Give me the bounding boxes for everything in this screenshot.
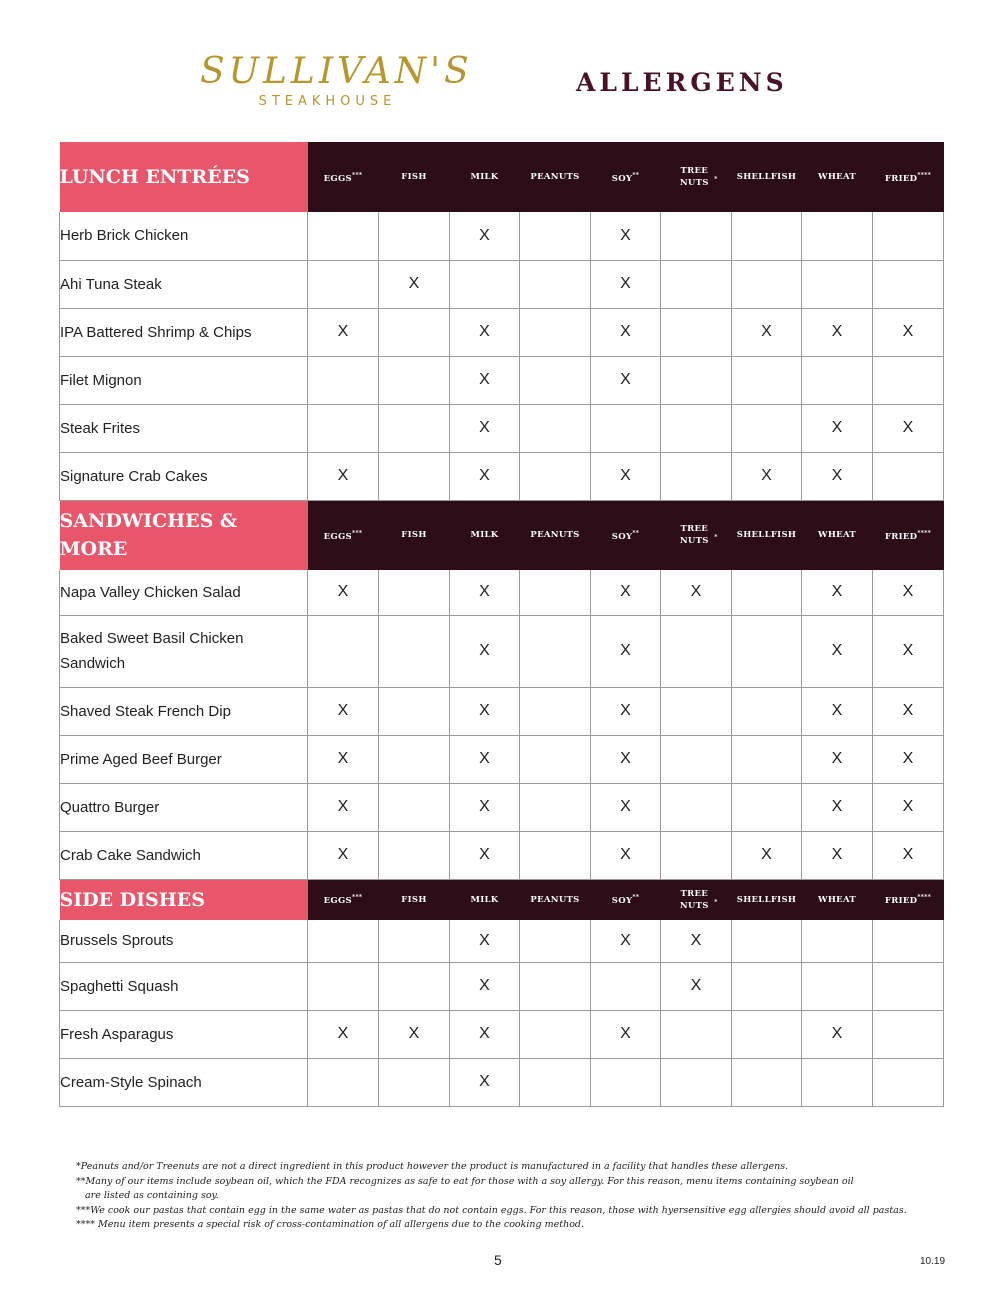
allergen-column-header bbox=[661, 879, 732, 920]
allergen-column-header bbox=[732, 142, 802, 212]
allergen-cell bbox=[308, 962, 379, 1010]
allergen-cell bbox=[661, 615, 732, 687]
footnote-marker: * bbox=[714, 176, 718, 184]
allergen-cell: X bbox=[450, 735, 520, 783]
allergen-cell bbox=[661, 1058, 732, 1106]
allergen-cell bbox=[732, 1010, 802, 1058]
allergen-cell bbox=[379, 687, 450, 735]
allergen-cell bbox=[802, 962, 873, 1010]
menu-item-name: Crab Cake Sandwich bbox=[60, 831, 308, 879]
footnote-marker: **** bbox=[917, 171, 932, 179]
allergen-cell: X bbox=[802, 1010, 873, 1058]
allergen-cell bbox=[873, 1010, 944, 1058]
allergen-cell: X bbox=[450, 1010, 520, 1058]
allergen-cell: X bbox=[450, 783, 520, 831]
allergen-cell: X bbox=[450, 404, 520, 452]
allergen-cell: X bbox=[308, 735, 379, 783]
allergen-cell bbox=[873, 1058, 944, 1106]
allergen-column-header bbox=[308, 142, 379, 212]
footnote-marker: * bbox=[714, 534, 718, 542]
allergen-cell bbox=[661, 735, 732, 783]
allergen-cell bbox=[520, 831, 591, 879]
allergen-label: TREE NUTS bbox=[679, 166, 709, 188]
allergen-label: FISH bbox=[401, 172, 427, 182]
allergen-label: SOY bbox=[611, 173, 633, 184]
allergen-cell: X bbox=[591, 920, 661, 962]
table-row bbox=[60, 452, 944, 500]
allergen-label: WHEAT bbox=[817, 894, 856, 905]
allergen-cell bbox=[379, 1058, 450, 1106]
allergen-cell bbox=[802, 1058, 873, 1106]
allergen-cell: X bbox=[450, 831, 520, 879]
page-title: ALLERGENS bbox=[576, 68, 788, 97]
allergen-cell bbox=[450, 260, 520, 308]
allergen-column-header bbox=[308, 879, 379, 920]
allergen-cell bbox=[661, 452, 732, 500]
allergen-cell: X bbox=[661, 570, 732, 615]
allergen-cell bbox=[520, 404, 591, 452]
allergen-column-header bbox=[520, 500, 591, 570]
allergen-cell: X bbox=[802, 783, 873, 831]
allergen-cell: X bbox=[591, 452, 661, 500]
allergen-label: FISH bbox=[401, 530, 427, 541]
allergen-cell: X bbox=[873, 404, 944, 452]
allergen-cell bbox=[379, 452, 450, 500]
table-row bbox=[60, 920, 944, 962]
allergen-cell bbox=[520, 1058, 591, 1106]
footnote-marker: **** bbox=[917, 529, 932, 537]
allergen-cell bbox=[379, 615, 450, 687]
allergen-label: TREE NUTS bbox=[679, 524, 709, 547]
allergen-cell bbox=[661, 1010, 732, 1058]
allergen-cell bbox=[661, 212, 732, 260]
allergen-cell: X bbox=[802, 308, 873, 356]
table-row bbox=[60, 687, 944, 735]
allergen-label: PEANUTS bbox=[530, 172, 580, 182]
allergen-column-header bbox=[873, 500, 944, 570]
allergen-cell bbox=[308, 920, 379, 962]
allergen-column-header bbox=[520, 142, 591, 212]
allergen-cell: X bbox=[450, 687, 520, 735]
brand-subtitle: STEAKHOUSE bbox=[258, 94, 397, 109]
allergen-cell bbox=[873, 962, 944, 1010]
allergen-column-header bbox=[873, 879, 944, 920]
allergen-cell bbox=[873, 452, 944, 500]
footnote: are listed as containing soy. bbox=[85, 1190, 219, 1201]
allergen-cell bbox=[520, 783, 591, 831]
allergen-label: EGGS bbox=[323, 173, 352, 184]
brand-name: SULLIVAN'S bbox=[200, 51, 473, 92]
table-row bbox=[60, 962, 944, 1010]
allergen-cell bbox=[379, 920, 450, 962]
version-label: 10.19 bbox=[920, 1256, 946, 1267]
allergen-column-header bbox=[450, 500, 520, 570]
allergen-cell bbox=[308, 1058, 379, 1106]
allergen-column-header bbox=[379, 500, 450, 570]
allergen-cell bbox=[732, 356, 802, 404]
allergen-label: FISH bbox=[401, 894, 427, 905]
allergen-cell: X bbox=[308, 308, 379, 356]
allergen-cell: X bbox=[873, 687, 944, 735]
allergen-cell bbox=[520, 735, 591, 783]
allergen-cell: X bbox=[873, 308, 944, 356]
allergen-label: FRIED bbox=[884, 173, 918, 184]
allergen-label: SHELLFISH bbox=[736, 172, 797, 182]
table-row bbox=[60, 783, 944, 831]
allergen-cell bbox=[379, 962, 450, 1010]
allergen-column-header bbox=[520, 879, 591, 920]
table-row bbox=[60, 356, 944, 404]
allergen-label: PEANUTS bbox=[530, 894, 580, 905]
allergen-cell bbox=[732, 615, 802, 687]
allergen-column-header bbox=[732, 500, 802, 570]
allergen-cell bbox=[732, 404, 802, 452]
allergen-cell: X bbox=[802, 735, 873, 783]
allergen-label: SOY bbox=[611, 896, 633, 907]
footnote: *Peanuts and/or Treenuts are not a direct ingredient in this product however the product is manufactured in a facility that handles these allergens. bbox=[76, 1161, 789, 1172]
allergen-cell bbox=[732, 212, 802, 260]
allergen-cell: X bbox=[308, 1010, 379, 1058]
allergen-label: FRIED bbox=[884, 896, 918, 907]
allergen-column-header bbox=[379, 142, 450, 212]
menu-item-name: Cream-Style Spinach bbox=[60, 1058, 308, 1106]
allergen-cell bbox=[379, 308, 450, 356]
allergen-cell bbox=[661, 783, 732, 831]
footnote-marker: *** bbox=[352, 171, 363, 179]
table-row bbox=[60, 212, 944, 260]
allergen-column-header bbox=[732, 879, 802, 920]
allergen-cell bbox=[379, 356, 450, 404]
allergen-cell: X bbox=[873, 615, 944, 687]
allergen-cell: X bbox=[802, 831, 873, 879]
footnotes bbox=[76, 1160, 956, 1233]
allergen-cell bbox=[379, 735, 450, 783]
allergen-cell: X bbox=[873, 570, 944, 615]
allergen-cell bbox=[802, 920, 873, 962]
allergen-cell: X bbox=[591, 735, 661, 783]
allergen-cell bbox=[520, 920, 591, 962]
allergen-cell: X bbox=[450, 1058, 520, 1106]
allergen-cell bbox=[308, 404, 379, 452]
section-title: LUNCH ENTRÉES bbox=[60, 142, 308, 212]
allergen-cell bbox=[520, 260, 591, 308]
allergen-cell: X bbox=[450, 570, 520, 615]
section-header-row bbox=[60, 142, 944, 212]
allergen-column-header bbox=[661, 142, 732, 212]
allergen-column-header bbox=[450, 142, 520, 212]
allergen-column-header bbox=[802, 500, 873, 570]
footnote-marker: **** bbox=[917, 894, 932, 902]
allergen-cell: X bbox=[591, 1010, 661, 1058]
allergen-cell bbox=[732, 962, 802, 1010]
allergen-cell: X bbox=[591, 356, 661, 404]
allergen-cell: X bbox=[450, 615, 520, 687]
allergen-cell: X bbox=[308, 783, 379, 831]
table-row bbox=[60, 1010, 944, 1058]
allergen-label: SOY bbox=[611, 531, 633, 542]
menu-item-name: Herb Brick Chicken bbox=[60, 212, 308, 260]
table-row bbox=[60, 570, 944, 615]
footnote-marker: ** bbox=[632, 529, 640, 537]
allergen-cell bbox=[732, 920, 802, 962]
allergen-cell bbox=[661, 356, 732, 404]
allergen-cell bbox=[520, 687, 591, 735]
table-row bbox=[60, 1058, 944, 1106]
allergen-cell bbox=[873, 260, 944, 308]
footnote: ***We cook our pastas that contain egg in the same water as pastas that do not contain eggs. For this reason, those with hyersensitive egg allergies should avoid all pastas. bbox=[76, 1204, 907, 1216]
allergen-cell bbox=[661, 308, 732, 356]
allergen-column-header bbox=[308, 500, 379, 570]
allergen-cell: X bbox=[802, 452, 873, 500]
allergen-table bbox=[59, 142, 944, 1107]
allergen-column-header bbox=[873, 142, 944, 212]
allergen-cell bbox=[661, 831, 732, 879]
allergen-cell bbox=[308, 615, 379, 687]
allergen-cell: X bbox=[802, 615, 873, 687]
allergen-cell bbox=[661, 687, 732, 735]
allergen-cell: X bbox=[732, 452, 802, 500]
allergen-cell: X bbox=[591, 212, 661, 260]
table-row bbox=[60, 831, 944, 879]
allergen-cell bbox=[732, 570, 802, 615]
allergen-cell: X bbox=[591, 687, 661, 735]
allergen-cell bbox=[379, 404, 450, 452]
allergen-label: PEANUTS bbox=[530, 530, 580, 541]
allergen-cell: X bbox=[450, 452, 520, 500]
allergen-cell bbox=[732, 260, 802, 308]
allergen-cell bbox=[520, 962, 591, 1010]
allergen-cell: X bbox=[802, 404, 873, 452]
menu-item-name: Quattro Burger bbox=[60, 783, 308, 831]
allergen-column-header bbox=[591, 879, 661, 920]
allergen-cell: X bbox=[802, 687, 873, 735]
allergen-cell bbox=[591, 1058, 661, 1106]
allergen-cell: X bbox=[591, 570, 661, 615]
footnote-marker: ** bbox=[632, 171, 640, 179]
allergen-cell bbox=[661, 260, 732, 308]
footnote-marker: ** bbox=[632, 894, 640, 902]
allergen-cell: X bbox=[450, 308, 520, 356]
allergen-cell bbox=[308, 356, 379, 404]
allergen-label: SHELLFISH bbox=[736, 530, 797, 541]
allergen-label: WHEAT bbox=[817, 530, 856, 541]
allergen-cell bbox=[379, 783, 450, 831]
table-row bbox=[60, 260, 944, 308]
allergen-column-header bbox=[379, 879, 450, 920]
allergen-column-header bbox=[661, 500, 732, 570]
section-header-row bbox=[60, 879, 944, 920]
allergen-cell: X bbox=[308, 687, 379, 735]
allergen-label: SHELLFISH bbox=[736, 894, 797, 905]
allergen-cell bbox=[520, 615, 591, 687]
allergen-cell bbox=[873, 920, 944, 962]
menu-item-name: Signature Crab Cakes bbox=[60, 452, 308, 500]
allergen-cell bbox=[379, 212, 450, 260]
footnote: **** Menu item presents a special risk of cross-contamination of all allergens due to the cooking method. bbox=[76, 1219, 585, 1230]
allergen-cell bbox=[802, 212, 873, 260]
allergen-label: TREE NUTS bbox=[679, 888, 709, 911]
allergen-cell bbox=[520, 452, 591, 500]
table-row bbox=[60, 404, 944, 452]
menu-item-name: Baked Sweet Basil Chicken Sandwich bbox=[60, 615, 308, 687]
allergen-cell bbox=[520, 308, 591, 356]
allergen-label: EGGS bbox=[323, 896, 352, 907]
menu-item-name: Brussels Sprouts bbox=[60, 920, 308, 962]
menu-item-name: Spaghetti Squash bbox=[60, 962, 308, 1010]
allergen-column-header bbox=[591, 500, 661, 570]
menu-item-name: Shaved Steak French Dip bbox=[60, 687, 308, 735]
allergen-cell bbox=[520, 570, 591, 615]
allergen-cell bbox=[379, 831, 450, 879]
allergen-cell: X bbox=[450, 920, 520, 962]
allergen-cell: X bbox=[873, 831, 944, 879]
section-title: SANDWICHES & MORE bbox=[60, 500, 308, 570]
allergen-cell: X bbox=[802, 570, 873, 615]
allergen-cell: X bbox=[732, 831, 802, 879]
menu-item-name: Fresh Asparagus bbox=[60, 1010, 308, 1058]
menu-item-name: IPA Battered Shrimp & Chips bbox=[60, 308, 308, 356]
allergen-cell bbox=[308, 212, 379, 260]
footnote: **Many of our items include soybean oil, which the FDA recognizes as safe to eat for those with a soy allergy. For this reason, menu items containing soybean oil bbox=[76, 1175, 854, 1187]
allergen-cell bbox=[661, 404, 732, 452]
allergen-cell: X bbox=[591, 831, 661, 879]
allergen-cell bbox=[591, 404, 661, 452]
allergen-cell bbox=[802, 260, 873, 308]
allergen-cell: X bbox=[308, 831, 379, 879]
allergen-column-header bbox=[802, 879, 873, 920]
menu-item-name: Steak Frites bbox=[60, 404, 308, 452]
allergen-cell: X bbox=[732, 308, 802, 356]
allergen-cell: X bbox=[591, 260, 661, 308]
allergen-cell bbox=[591, 962, 661, 1010]
menu-item-name: Napa Valley Chicken Salad bbox=[60, 570, 308, 615]
table-row bbox=[60, 615, 944, 687]
allergen-cell: X bbox=[450, 212, 520, 260]
allergen-cell: X bbox=[379, 260, 450, 308]
allergen-cell bbox=[308, 260, 379, 308]
allergen-cell bbox=[379, 570, 450, 615]
allergen-cell bbox=[520, 1010, 591, 1058]
allergen-column-header bbox=[450, 879, 520, 920]
allergen-label: FRIED bbox=[884, 531, 918, 542]
allergen-cell: X bbox=[308, 452, 379, 500]
allergen-cell bbox=[802, 356, 873, 404]
allergen-cell bbox=[732, 687, 802, 735]
allergen-cell: X bbox=[873, 783, 944, 831]
allergen-cell: X bbox=[591, 783, 661, 831]
allergen-cell: X bbox=[591, 308, 661, 356]
allergen-cell bbox=[732, 1058, 802, 1106]
allergen-cell: X bbox=[308, 570, 379, 615]
footnote-marker: *** bbox=[352, 529, 363, 537]
allergen-cell bbox=[873, 356, 944, 404]
allergen-label: EGGS bbox=[323, 531, 352, 542]
allergen-column-header bbox=[591, 142, 661, 212]
allergen-cell bbox=[873, 212, 944, 260]
allergen-cell: X bbox=[661, 920, 732, 962]
section-title: SIDE DISHES bbox=[60, 879, 308, 920]
allergen-cell bbox=[732, 735, 802, 783]
allergen-cell bbox=[520, 212, 591, 260]
allergen-cell: X bbox=[591, 615, 661, 687]
menu-item-name: Ahi Tuna Steak bbox=[60, 260, 308, 308]
menu-item-name: Filet Mignon bbox=[60, 356, 308, 404]
allergen-cell: X bbox=[450, 356, 520, 404]
table-row bbox=[60, 735, 944, 783]
footnote-marker: * bbox=[714, 898, 718, 906]
allergen-label: MILK bbox=[470, 530, 499, 541]
footnote-marker: *** bbox=[352, 894, 363, 902]
allergen-cell bbox=[732, 783, 802, 831]
table-row bbox=[60, 308, 944, 356]
allergen-cell: X bbox=[661, 962, 732, 1010]
allergen-label: MILK bbox=[470, 172, 499, 182]
brand-logo bbox=[200, 51, 473, 109]
allergen-cell bbox=[520, 356, 591, 404]
menu-item-name: Prime Aged Beef Burger bbox=[60, 735, 308, 783]
allergen-label: MILK bbox=[470, 894, 499, 905]
allergen-cell: X bbox=[379, 1010, 450, 1058]
allergen-label: WHEAT bbox=[817, 172, 856, 182]
allergen-column-header bbox=[802, 142, 873, 212]
allergen-cell: X bbox=[450, 962, 520, 1010]
allergen-cell: X bbox=[873, 735, 944, 783]
section-header-row bbox=[60, 500, 944, 570]
page-number: 5 bbox=[494, 1252, 502, 1268]
